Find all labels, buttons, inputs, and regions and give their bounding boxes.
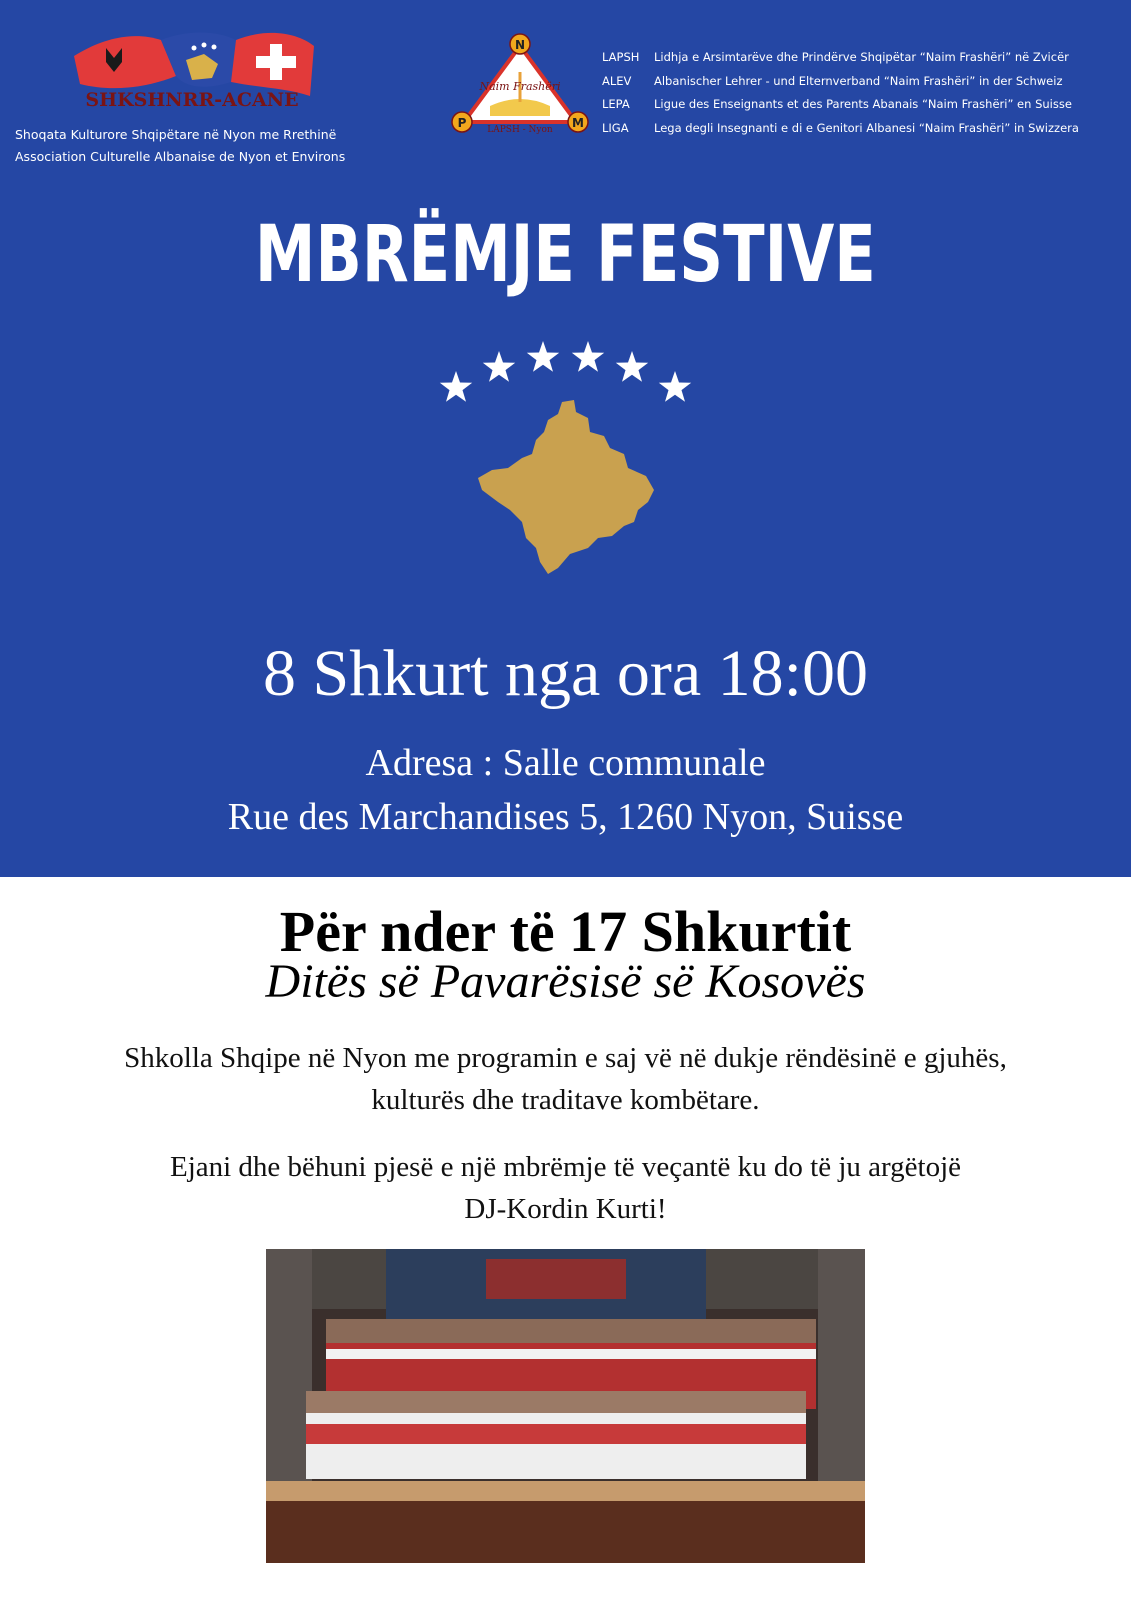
association-logo [66, 26, 318, 114]
association-name-fr: Association Culturelle Albanaise de Nyon et Environs [15, 149, 346, 164]
school-paragraph-line-1: Shkolla Shqipe në Nyon me programin e saj vë në dukje rëndësinë e gjuhës, [124, 1042, 1007, 1074]
lapsh-logo-arc-text: Naim Frashëri [479, 80, 561, 93]
lapsh-row [602, 70, 1079, 94]
invitation-paragraph-line-2: DJ-Kordin Kurti! [464, 1193, 667, 1225]
event-title: MBRËMJE FESTIVE [254, 210, 876, 300]
honor-title: Për nder të 17 Shkurtit [279, 899, 852, 964]
address-line-2: Rue des Marchandises 5, 1260 Nyon, Suisse [227, 796, 904, 838]
lapsh-row [602, 93, 1079, 117]
lapsh-text: Lidhja e Arsimtarëve dhe Prindërve Shqipëtar “Naim Frashëri” në Zvicër [654, 50, 1069, 64]
kosovo-map-icon [478, 398, 660, 580]
lapsh-abbr: ALEV [602, 73, 632, 88]
lapsh-logo-letter-n: N [514, 38, 526, 52]
lapsh-abbr: LIGA [602, 120, 629, 135]
lapsh-text: Ligue des Enseignants et des Parents Abanais “Naim Frashëri” en Suisse [654, 97, 1072, 111]
lapsh-row [602, 46, 1079, 70]
lapsh-row [602, 117, 1079, 141]
association-names [15, 124, 345, 168]
honor-subtitle: Ditës së Pavarësisë së Kosovës [265, 955, 866, 1008]
lapsh-names-list [602, 46, 1079, 140]
school-paragraph-line-2: kulturës dhe traditave kombëtare. [371, 1084, 760, 1116]
invitation-paragraph [0, 1146, 1131, 1230]
lapsh-text: Albanischer Lehrer - und Elternverband “Naim Frashëri” in der Schweiz [654, 73, 1063, 88]
address-line-1: Adresa : Salle communale [365, 742, 766, 784]
lapsh-abbr: LEPA [602, 97, 630, 111]
lapsh-logo-letter-m: M [572, 116, 584, 130]
lapsh-abbr: LAPSH [602, 50, 640, 64]
lapsh-logo-base-text: LAPSH - Nyon [487, 125, 553, 135]
lapsh-logo-letter-p: P [457, 116, 467, 130]
school-paragraph [0, 1037, 1131, 1121]
lapsh-text: Lega degli Insegnanti e di e Genitori Albanesi “Naim Frashëri” in Swizzera [654, 120, 1079, 135]
children-performance-photo [266, 1249, 865, 1563]
event-address [0, 736, 1131, 844]
invitation-paragraph-line-1: Ejani dhe bëhuni pjesë e një mbrëmje të veçantë ku do të ju argëtojë [169, 1151, 962, 1183]
event-date-time: 8 Shkurt nga ora 18:00 [263, 637, 868, 710]
association-name-sq: Shoqata Kulturore Shqipëtare në Nyon me Rrethinë [15, 127, 337, 142]
association-logo-text: SHKSHNRR-ACANE [85, 89, 299, 111]
lapsh-logo [450, 32, 590, 138]
